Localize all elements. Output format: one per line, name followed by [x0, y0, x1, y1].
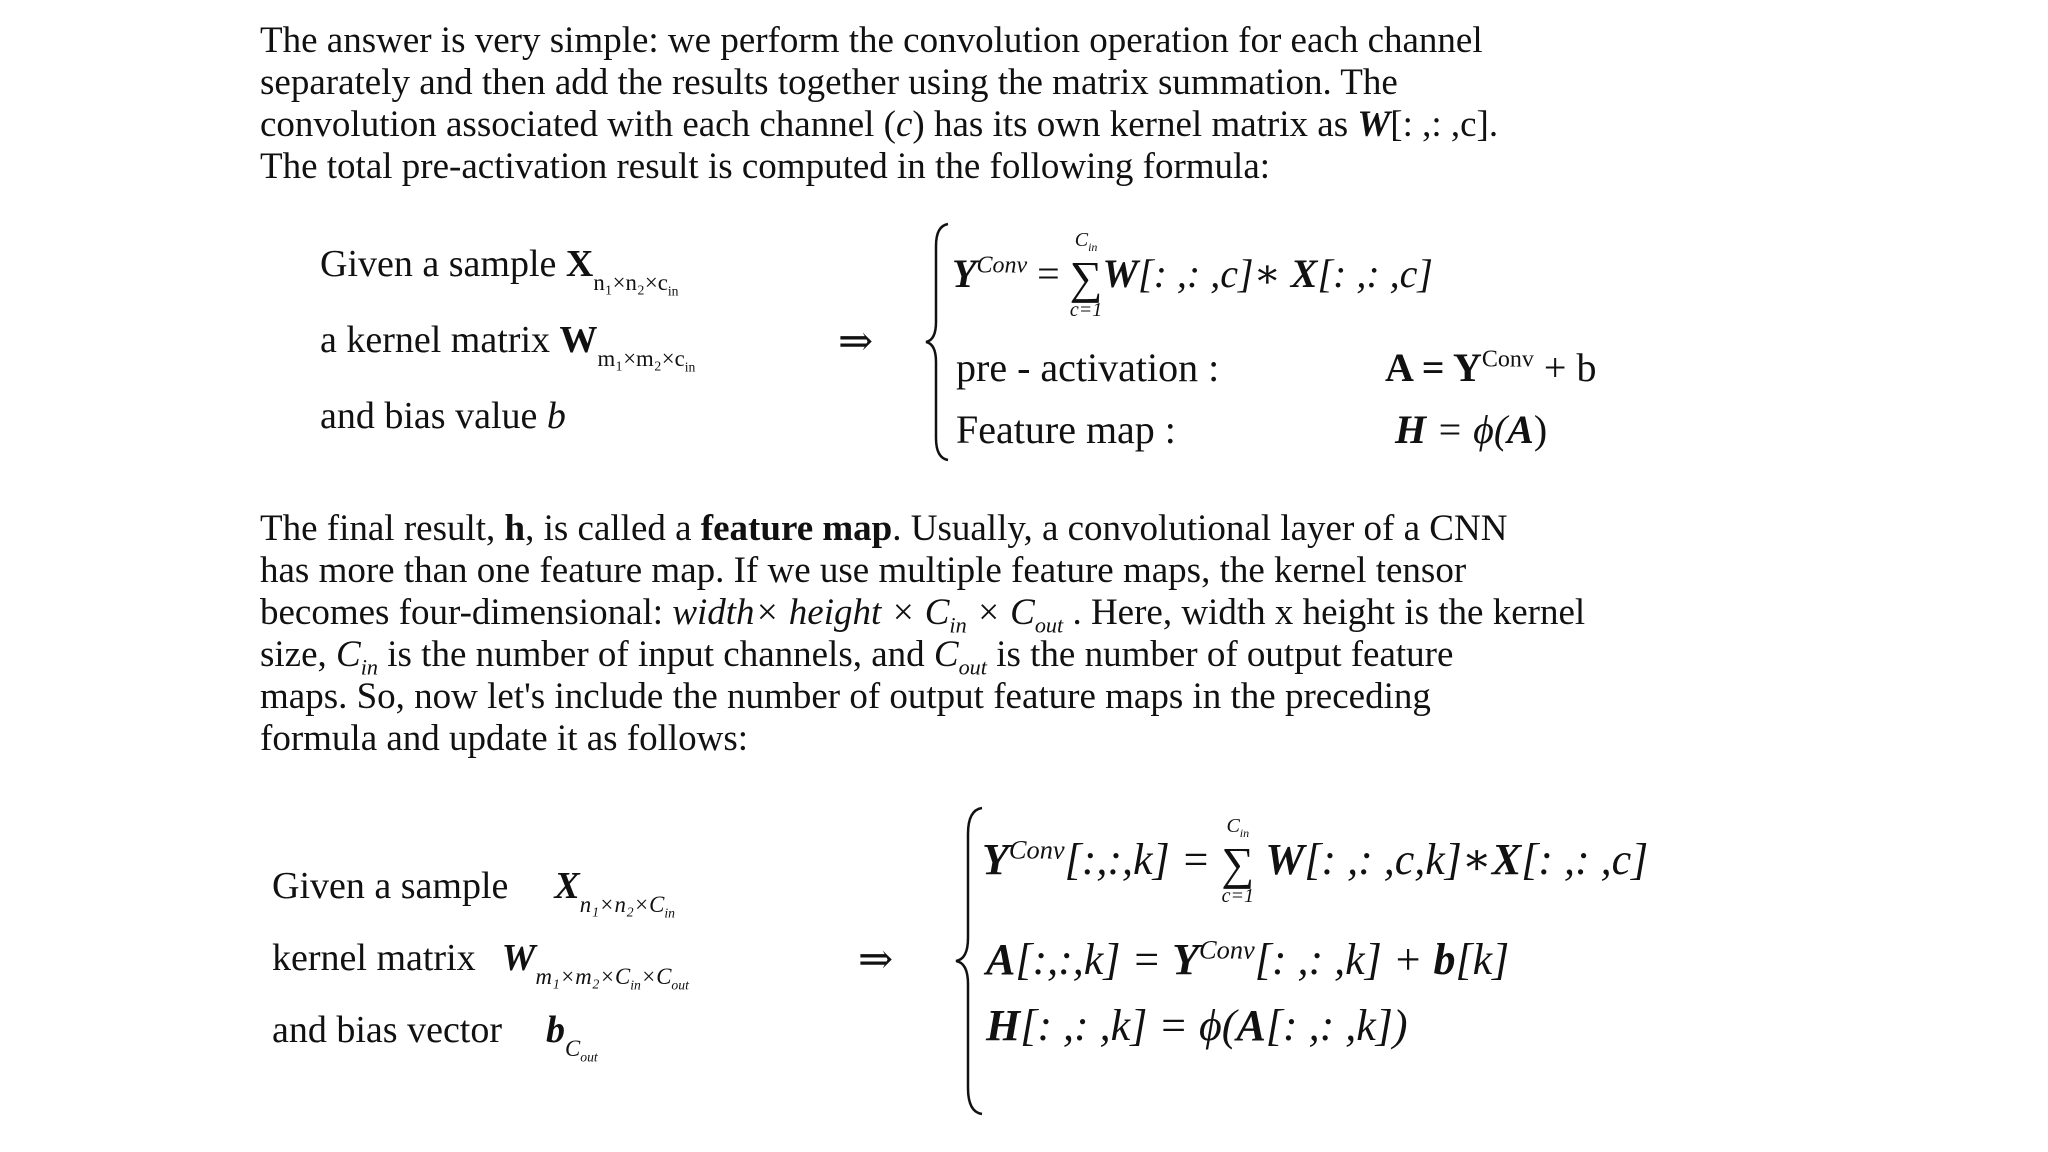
feature-map-equation: H = ϕ(A) [1395, 407, 1548, 452]
implies-arrow: ⇒ [838, 319, 874, 365]
summation-symbol: ∑ $C_{in}$ c=1 [1221, 815, 1255, 908]
left-brace [922, 222, 952, 462]
activation-equation: A[:,:,k] = $Y^{Conv}$[: ,: ,k] + b[k] [986, 934, 1510, 984]
text-line: size, $C_{in}$ is the number of input channels, and $C_{out}$ is the number of output feature [260, 634, 1454, 680]
kernel-matrix-line: kernel matrix $W_{m_1\times m_2\times C_{in}\times C_{out}}$ [272, 937, 689, 993]
text-line: separately and then add the results together using the matrix summation. The [260, 62, 1398, 103]
bias-value-line: and bias value b [320, 395, 566, 437]
convolution-sum-equation: $Y^{Conv}[:,:,k]$ = ∑ $C_{in}$ c=1 W[: ,: ,c,k]∗X[: ,: ,c] [982, 815, 1649, 908]
pre-activation-label: pre - activation : [956, 345, 1220, 390]
feature-map-label: Feature map : [956, 407, 1176, 452]
pre-activation-equation: $A = Y^{Conv} + b$ [1385, 345, 1597, 390]
kernel-symbol: W [1357, 104, 1391, 145]
given-sample-line: Given a sample $X_{n_1\times n_2\times c_{in}}$ [320, 243, 679, 299]
summation-symbol: ∑ $C_{in}$ c=1 [1069, 229, 1103, 322]
text-line: convolution associated with each channel (c) has its own kernel matrix as W[: ,: ,c]. [260, 104, 1499, 145]
convolution-sum-equation: $Y^{Conv}$ = ∑ $C_{in}$ c=1 W[: ,: ,c]∗ X[: ,: ,c] [952, 229, 1433, 322]
text-line: becomes four-dimensional: width× height × $C_{in} \times C_{out}$ . Here, width x height is the kernel [260, 592, 1586, 638]
given-sample-line: Given a sample $X_{n_1\times n_2\times C_{in}}$ [272, 865, 675, 921]
text-line: has more than one feature map. If we use multiple feature maps, the kernel tensor [260, 550, 1467, 591]
kernel-matrix-line: a kernel matrix $W_{m_1\times m_2\times c_{in}}$ [320, 319, 696, 375]
implies-arrow: ⇒ [858, 937, 894, 983]
intro-paragraph [260, 20, 1820, 188]
text-line: maps. So, now let's include the number of output feature maps in the preceding [260, 676, 1431, 717]
text-line: The answer is very simple: we perform the convolution operation for each channel [260, 20, 1483, 61]
text-line: The total pre-activation result is computed in the following formula: [260, 146, 1271, 187]
left-brace [952, 806, 986, 1116]
feature-map-paragraph [260, 508, 1820, 760]
text-line: The final result, h, is called a feature map. Usually, a convolutional layer of a CNN [260, 508, 1508, 549]
feature-map-equation: H[: ,: ,k] = ϕ(A[: ,: ,k]) [986, 1001, 1408, 1050]
bias-vector-line: and bias vector $b_{C_{out}}$ [272, 1009, 598, 1065]
text-line: formula and update it as follows: [260, 718, 749, 759]
